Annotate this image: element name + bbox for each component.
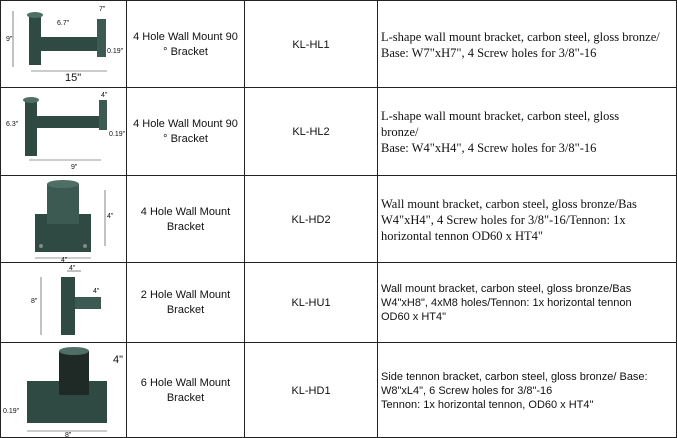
desc-line: OD60 x HT4" — [381, 311, 447, 323]
desc-line: bronze/ — [381, 125, 419, 139]
product-name: 4 Hole Wall Mount 90 ° Bracket — [126, 88, 244, 176]
product-model: KL-HL1 — [244, 1, 377, 88]
dim-label: 0.19" — [3, 408, 20, 415]
desc-line: L-shape wall mount bracket, carbon steel, gloss — [381, 109, 620, 123]
desc-line: W8"xL4", 6 Screw holes for 3/8"-16 — [381, 384, 553, 397]
desc-line: L-shape wall mount bracket, carbon steel, gloss bronze/ — [381, 29, 660, 44]
dim-label: 7" — [99, 6, 106, 13]
product-name: 6 Hole Wall Mount Bracket — [126, 343, 244, 438]
dim-label: 8" — [31, 298, 38, 305]
product-name: 4 Hole Wall Mount Bracket — [126, 176, 244, 263]
dim-label: 4" — [93, 288, 100, 295]
dim-label: 0.19" — [109, 131, 126, 138]
product-model: KL-HD1 — [244, 343, 377, 438]
product-image-kl-hu1 — [0, 263, 126, 343]
dim-label: 0.19" — [107, 48, 124, 55]
dim-label: 9" — [71, 164, 78, 171]
desc-line: Wall mount bracket, carbon steel, gloss bronze/Bas — [381, 283, 632, 295]
product-image-kl-hd2 — [0, 176, 126, 263]
dim-label: 4" — [113, 354, 124, 366]
dim-label: 4" — [69, 265, 76, 272]
desc-line: Tennon: 1x horizontal tennon, OD60 x HT4" — [381, 398, 594, 411]
product-description — [377, 176, 677, 263]
product-description — [377, 88, 677, 176]
product-description — [377, 263, 677, 343]
table-row — [0, 0, 677, 88]
desc-line: W4"xH8", 4xM8 holes/Tennon: 1x horizontal tennon — [381, 297, 632, 309]
dim-label: 15" — [65, 72, 82, 84]
table-row — [0, 175, 677, 263]
desc-line: Wall mount bracket, carbon steel, gloss bronze/Bas — [381, 196, 637, 211]
desc-line: Base: W7"xH7", 4 Screw holes for 3/8"-16 — [381, 45, 597, 60]
product-name: 2 Hole Wall Mount Bracket — [126, 263, 244, 343]
product-image-kl-hd1 — [0, 343, 126, 438]
product-model: KL-HD2 — [244, 176, 377, 263]
product-description — [377, 1, 677, 88]
desc-line: horizontal tennon OD60 x HT4" — [381, 228, 544, 243]
product-image-kl-hl1 — [0, 1, 126, 88]
table-row — [0, 342, 677, 438]
product-image-kl-hl2 — [0, 88, 126, 176]
desc-line: Base: W4"xH4", 4 Screw holes for 3/8"-16 — [381, 141, 597, 155]
dim-label: 9" — [6, 36, 13, 43]
dim-label: 4" — [107, 213, 114, 220]
dim-label: 8" — [65, 432, 72, 438]
desc-line: Side tennon bracket, carbon steel, gloss bronze/ Base: — [381, 370, 648, 383]
dim-label: 4" — [61, 257, 68, 263]
dim-label: 4" — [101, 92, 108, 99]
product-description — [377, 343, 677, 438]
product-name: 4 Hole Wall Mount 90 ° Bracket — [126, 1, 244, 88]
product-model: KL-HL2 — [244, 88, 377, 176]
dim-label: 6.3" — [6, 121, 19, 128]
dim-label: 6.7" — [57, 20, 70, 27]
product-model: KL-HU1 — [244, 263, 377, 343]
table-row — [0, 87, 677, 176]
table-row — [0, 262, 677, 343]
desc-line: W4"xH4", 4 Screw holes for 3/8"-16/Tennon: 1x — [381, 212, 626, 227]
